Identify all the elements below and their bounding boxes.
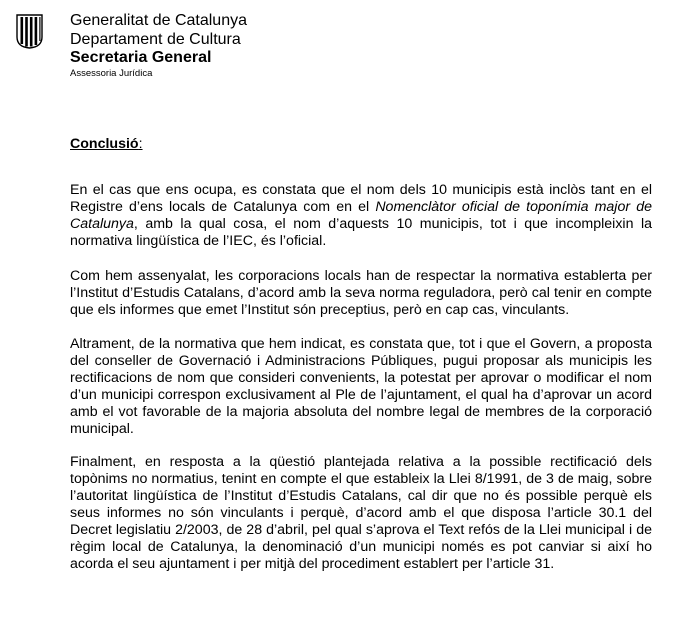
section-title bbox=[70, 136, 143, 152]
section-title-text: Conclusió bbox=[70, 136, 139, 152]
department-name: Departament de Cultura bbox=[70, 30, 241, 48]
paragraph-3: Altrament, de la normativa que hem indicat, es constata que, tot i que el Govern, a proposta del conseller de Governació i Administracions Públiques, pugui proposar als municipis les rectificacions de nom que consideri convenients, la potestat per aprovar o modificar el nom d’un municipi correspon exclusivament al Ple de l’ajuntament, el qual ha d’aprovar un acord amb el vot favorable de la majoria absoluta del nombre legal de membres de la corporació municipal. bbox=[70, 336, 652, 437]
paragraph-2: Com hem assenyalat, les corporacions locals han de respectar la normativa establerta per l’Institut d’Estudis Catalans, d’acord amb la seva norma reguladora, però cal tenir en compte que els informes que emet l’Institut són preceptius, però en cap cas, vinculants. bbox=[70, 267, 652, 318]
catalan-flag-stripes-icon bbox=[14, 13, 45, 49]
nomenclator-title: Nomenclàtor oficial de toponímia major de Catalunya bbox=[70, 199, 652, 232]
stripe bbox=[39, 17, 40, 41]
document-body bbox=[70, 182, 652, 591]
paragraph-1 bbox=[70, 182, 652, 250]
stripe bbox=[35, 17, 38, 45]
institution-name: Generalitat de Catalunya bbox=[70, 12, 247, 29]
stripe bbox=[30, 17, 33, 47]
letterhead bbox=[70, 12, 247, 80]
section-title-colon: : bbox=[138, 136, 143, 152]
stripe bbox=[25, 17, 28, 47]
office-name: Assessoria Jurídica bbox=[70, 67, 153, 79]
paragraph-4: Finalment, en resposta a la qüestió plantejada relativa a la possible rectificació dels topònims no normatius, tenint en compte el que estableix la Llei 8/1991, de 3 de maig, sobre l’autoritat lingüística de l’Institut d’Estudis Catalans, cal dir que no és possible perquè els seus informes no són vinculants i perquè, d’acord amb el que disposa l’article 30.1 del Decret legislatiu 2/2003, de 28 d’abril, pel qual s’aprova el Text refós de la Llei municipal i de règim local de Catalunya, la denominació d’un municipi només es pot canviar si així ho acorda el seu ajuntament i per mitjà del procediment establert per l’article 31. bbox=[70, 454, 652, 572]
paragraph-1-part-c: , amb la qual cosa, el nom d’aquests 10 municipis, tot i que incompleixin la normativa lingüística de l’IEC, és l’oficial. bbox=[70, 216, 652, 249]
paragraph-1-part-a: En el cas que ens ocupa, es constata que el nom dels 10 municipis està inclòs tant en el Registre d’ens locals de Catalunya com en el bbox=[70, 182, 652, 215]
secretariat-name: Secretaria General bbox=[70, 49, 212, 66]
stripe bbox=[21, 17, 24, 44]
